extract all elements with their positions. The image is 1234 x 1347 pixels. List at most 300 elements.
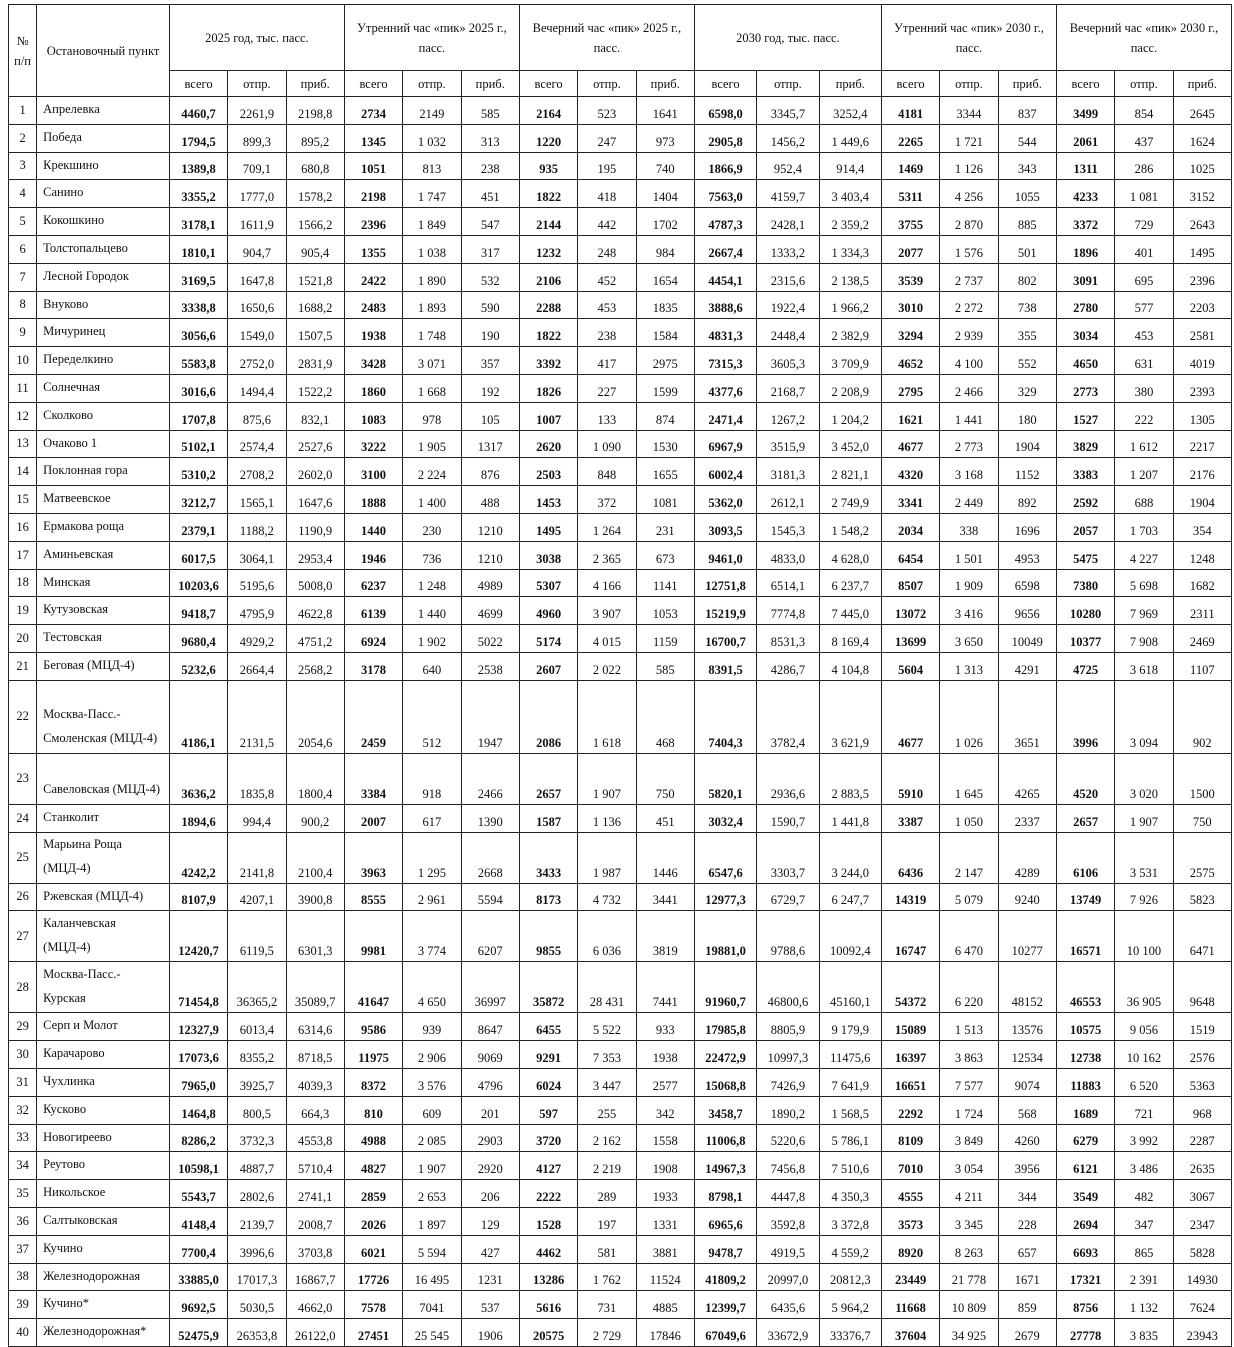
value-cell: 317 — [461, 235, 519, 263]
value-cell: 227 — [578, 374, 636, 402]
value-cell: 1565,1 — [228, 486, 286, 514]
value-cell: 7 926 — [1115, 883, 1173, 911]
value-cell: 1671 — [998, 1263, 1056, 1291]
value-cell: 10 100 — [1115, 911, 1173, 962]
value-cell: 939 — [403, 1013, 461, 1041]
value-cell: 3549 — [1056, 1180, 1114, 1208]
value-cell: 11975 — [344, 1041, 402, 1069]
value-cell: 6237 — [344, 569, 402, 597]
value-cell: 4 650 — [403, 962, 461, 1013]
subheader-dep: отпр. — [578, 71, 636, 97]
value-cell: 1345 — [344, 124, 402, 152]
value-cell: 3 992 — [1115, 1124, 1173, 1152]
subheader-total: всего — [881, 71, 939, 97]
value-cell: 15219,9 — [694, 597, 756, 625]
value-cell: 3 372,8 — [819, 1207, 881, 1235]
value-cell: 6106 — [1056, 832, 1114, 883]
value-cell: 875,6 — [228, 402, 286, 430]
value-cell: 1702 — [636, 208, 694, 236]
value-cell: 547 — [461, 208, 519, 236]
value-cell: 1682 — [1173, 569, 1231, 597]
value-cell: 3 020 — [1115, 753, 1173, 804]
value-cell: 11524 — [636, 1263, 694, 1291]
value-cell: 1835 — [636, 291, 694, 319]
value-cell: 2 883,5 — [819, 753, 881, 804]
stop-name: Новогиреево — [37, 1124, 170, 1152]
value-cell: 10049 — [998, 625, 1056, 653]
value-cell: 4650 — [1056, 347, 1114, 375]
value-cell: 3782,4 — [757, 680, 819, 753]
row-number: 4 — [9, 180, 37, 208]
value-cell: 3 531 — [1115, 832, 1173, 883]
value-cell: 3956 — [998, 1152, 1056, 1180]
value-cell: 994,4 — [228, 804, 286, 832]
subheader-arr: приб. — [286, 71, 344, 97]
value-cell: 41809,2 — [694, 1263, 756, 1291]
value-cell: 16397 — [881, 1041, 939, 1069]
value-cell: 6 036 — [578, 911, 636, 962]
value-cell: 1696 — [998, 513, 1056, 541]
value-cell: 1083 — [344, 402, 402, 430]
value-cell: 16571 — [1056, 911, 1114, 962]
value-cell: 1210 — [461, 513, 519, 541]
value-cell: 740 — [636, 152, 694, 180]
value-cell: 195 — [578, 152, 636, 180]
row-number: 20 — [9, 625, 37, 653]
value-cell: 313 — [461, 124, 519, 152]
value-cell: 201 — [461, 1096, 519, 1124]
value-cell: 3925,7 — [228, 1068, 286, 1096]
value-cell: 228 — [998, 1207, 1056, 1235]
value-cell: 3881 — [636, 1235, 694, 1263]
value-cell: 1081 — [636, 486, 694, 514]
value-cell: 248 — [578, 235, 636, 263]
value-cell: 657 — [998, 1235, 1056, 1263]
value-cell: 488 — [461, 486, 519, 514]
value-cell: 3829 — [1056, 430, 1114, 458]
value-cell: 1 907 — [1115, 804, 1173, 832]
value-cell: 1647,8 — [228, 263, 286, 291]
value-cell: 12751,8 — [694, 569, 756, 597]
value-cell: 16651 — [881, 1068, 939, 1096]
value-cell: 3 447 — [578, 1068, 636, 1096]
stop-name: Москва-Пасс.- Курская — [37, 962, 170, 1013]
value-cell: 1469 — [881, 152, 939, 180]
value-cell: 1 264 — [578, 513, 636, 541]
value-cell: 3441 — [636, 883, 694, 911]
value-cell: 4520 — [1056, 753, 1114, 804]
row-number: 31 — [9, 1068, 37, 1096]
table-row — [9, 97, 1232, 125]
subheader-dep: отпр. — [757, 71, 819, 97]
table-row — [9, 458, 1232, 486]
value-cell: 4159,7 — [757, 180, 819, 208]
value-cell: 2953,4 — [286, 541, 344, 569]
row-number: 37 — [9, 1235, 37, 1263]
stop-name: Мичуринец — [37, 319, 170, 347]
value-cell: 2 939 — [940, 319, 998, 347]
value-cell: 1587 — [519, 804, 577, 832]
value-cell: 2459 — [344, 680, 402, 753]
value-cell: 9478,7 — [694, 1235, 756, 1263]
value-cell: 3 094 — [1115, 680, 1173, 753]
value-cell: 1647,6 — [286, 486, 344, 514]
value-cell: 21 778 — [940, 1263, 998, 1291]
value-cell: 892 — [998, 486, 1056, 514]
value-cell: 3 774 — [403, 911, 461, 962]
value-cell: 3 621,9 — [819, 680, 881, 753]
header-group: Утренний час «пик» 2025 г., пасс. — [344, 5, 519, 71]
value-cell: 33672,9 — [757, 1319, 819, 1347]
value-cell: 5 786,1 — [819, 1124, 881, 1152]
value-cell: 568 — [998, 1096, 1056, 1124]
value-cell: 12534 — [998, 1041, 1056, 1069]
value-cell: 4260 — [998, 1124, 1056, 1152]
table-row — [9, 1124, 1232, 1152]
value-cell: 2131,5 — [228, 680, 286, 753]
value-cell: 4 166 — [578, 569, 636, 597]
value-cell: 4 211 — [940, 1180, 998, 1208]
value-cell: 3 907 — [578, 597, 636, 625]
value-cell: 2643 — [1173, 208, 1231, 236]
value-cell: 7456,8 — [757, 1152, 819, 1180]
value-cell: 342 — [636, 1096, 694, 1124]
value-cell: 7 577 — [940, 1068, 998, 1096]
value-cell: 2 085 — [403, 1124, 461, 1152]
value-cell: 640 — [403, 652, 461, 680]
value-cell: 133 — [578, 402, 636, 430]
value-cell: 11668 — [881, 1291, 939, 1319]
value-cell: 2396 — [344, 208, 402, 236]
value-cell: 7041 — [403, 1291, 461, 1319]
subheader-total: всего — [169, 71, 227, 97]
value-cell: 3 618 — [1115, 652, 1173, 680]
stop-name: Железнодорожная* — [37, 1319, 170, 1347]
value-cell: 1655 — [636, 458, 694, 486]
value-cell: 3252,4 — [819, 97, 881, 125]
value-cell: 451 — [461, 180, 519, 208]
value-cell: 289 — [578, 1180, 636, 1208]
value-cell: 6924 — [344, 625, 402, 653]
value-cell: 1220 — [519, 124, 577, 152]
subheader-arr: приб. — [461, 71, 519, 97]
value-cell: 7426,9 — [757, 1068, 819, 1096]
value-cell: 2 906 — [403, 1041, 461, 1069]
value-cell: 3344 — [940, 97, 998, 125]
value-cell: 2466 — [461, 753, 519, 804]
value-cell: 45160,1 — [819, 962, 881, 1013]
value-cell: 8756 — [1056, 1291, 1114, 1319]
value-cell: 54372 — [881, 962, 939, 1013]
value-cell: 501 — [998, 235, 1056, 263]
value-cell: 6021 — [344, 1235, 402, 1263]
value-cell: 12327,9 — [169, 1013, 227, 1041]
table-row — [9, 1235, 1232, 1263]
value-cell: 7578 — [344, 1291, 402, 1319]
value-cell: 3034 — [1056, 319, 1114, 347]
value-cell: 1 313 — [940, 652, 998, 680]
subheader-arr: приб. — [819, 71, 881, 97]
value-cell: 1 747 — [403, 180, 461, 208]
value-cell: 3963 — [344, 832, 402, 883]
value-cell: 2503 — [519, 458, 577, 486]
value-cell: 6 220 — [940, 962, 998, 1013]
value-cell: 3372 — [1056, 208, 1114, 236]
value-cell: 6435,6 — [757, 1291, 819, 1319]
value-cell: 417 — [578, 347, 636, 375]
value-cell: 984 — [636, 235, 694, 263]
table-row — [9, 208, 1232, 236]
subheader-total: всего — [1056, 71, 1114, 97]
value-cell: 4795,9 — [228, 597, 286, 625]
value-cell: 7441 — [636, 962, 694, 1013]
value-cell: 3016,6 — [169, 374, 227, 402]
value-cell: 5232,6 — [169, 652, 227, 680]
header-group: Вечерний час «пик» 2025 г., пасс. — [519, 5, 694, 71]
value-cell: 2 359,2 — [819, 208, 881, 236]
value-cell: 1 907 — [578, 753, 636, 804]
value-cell: 978 — [403, 402, 461, 430]
table-row — [9, 597, 1232, 625]
value-cell: 1331 — [636, 1207, 694, 1235]
value-cell: 1232 — [519, 235, 577, 263]
value-cell: 192 — [461, 374, 519, 402]
value-cell: 3338,8 — [169, 291, 227, 319]
value-cell: 2795 — [881, 374, 939, 402]
value-cell: 7 908 — [1115, 625, 1173, 653]
value-cell: 1494,4 — [228, 374, 286, 402]
value-cell: 7 353 — [578, 1041, 636, 1069]
value-cell: 2469 — [1173, 625, 1231, 653]
value-cell: 9788,6 — [757, 911, 819, 962]
table-row — [9, 1180, 1232, 1208]
row-number: 2 — [9, 124, 37, 152]
value-cell: 5030,5 — [228, 1291, 286, 1319]
value-cell: 238 — [461, 152, 519, 180]
value-cell: 2620 — [519, 430, 577, 458]
value-cell: 6967,9 — [694, 430, 756, 458]
value-cell: 6017,5 — [169, 541, 227, 569]
value-cell: 7 445,0 — [819, 597, 881, 625]
value-cell: 900,2 — [286, 804, 344, 832]
value-cell: 3 849 — [940, 1124, 998, 1152]
value-cell: 1545,3 — [757, 513, 819, 541]
value-cell: 8355,2 — [228, 1041, 286, 1069]
value-cell: 8920 — [881, 1235, 939, 1263]
table-row — [9, 402, 1232, 430]
value-cell: 1549,0 — [228, 319, 286, 347]
value-cell: 4242,2 — [169, 832, 227, 883]
value-cell: 876 — [461, 458, 519, 486]
value-cell: 1500 — [1173, 753, 1231, 804]
table-row — [9, 541, 1232, 569]
value-cell: 4 628,0 — [819, 541, 881, 569]
value-cell: 5710,4 — [286, 1152, 344, 1180]
table-row — [9, 1263, 1232, 1291]
stop-name: Беговая (МЦД-4) — [37, 652, 170, 680]
value-cell: 1 136 — [578, 804, 636, 832]
value-cell: 7965,0 — [169, 1068, 227, 1096]
value-cell: 206 — [461, 1180, 519, 1208]
value-cell: 1922,4 — [757, 291, 819, 319]
value-cell: 2261,9 — [228, 97, 286, 125]
value-cell: 2527,6 — [286, 430, 344, 458]
value-cell: 2602,0 — [286, 458, 344, 486]
value-cell: 2802,6 — [228, 1180, 286, 1208]
value-cell: 3093,5 — [694, 513, 756, 541]
value-cell: 3703,8 — [286, 1235, 344, 1263]
value-cell: 231 — [636, 513, 694, 541]
value-cell: 1 032 — [403, 124, 461, 152]
value-cell: 2008,7 — [286, 1207, 344, 1235]
value-cell: 3996 — [1056, 680, 1114, 753]
value-cell: 468 — [636, 680, 694, 753]
value-cell: 10092,4 — [819, 911, 881, 962]
value-cell: 4989 — [461, 569, 519, 597]
value-cell: 7 969 — [1115, 597, 1173, 625]
value-cell: 4 104,8 — [819, 652, 881, 680]
value-cell: 4677 — [881, 680, 939, 753]
row-number: 15 — [9, 486, 37, 514]
value-cell: 1590,7 — [757, 804, 819, 832]
value-cell: 899,3 — [228, 124, 286, 152]
value-cell: 16747 — [881, 911, 939, 962]
value-cell: 5362,0 — [694, 486, 756, 514]
value-cell: 680,8 — [286, 152, 344, 180]
value-cell: 609 — [403, 1096, 461, 1124]
value-cell: 800,5 — [228, 1096, 286, 1124]
value-cell: 7700,4 — [169, 1235, 227, 1263]
value-cell: 14930 — [1173, 1263, 1231, 1291]
value-cell: 4186,1 — [169, 680, 227, 753]
value-cell: 15089 — [881, 1013, 939, 1041]
table-row — [9, 753, 1232, 804]
subheader-arr: приб. — [998, 71, 1056, 97]
value-cell: 453 — [578, 291, 636, 319]
value-cell: 537 — [461, 1291, 519, 1319]
value-cell: 6455 — [519, 1013, 577, 1041]
row-number: 34 — [9, 1152, 37, 1180]
value-cell: 4233 — [1056, 180, 1114, 208]
value-cell: 1527 — [1056, 402, 1114, 430]
value-cell: 7380 — [1056, 569, 1114, 597]
value-cell: 33376,7 — [819, 1319, 881, 1347]
value-cell: 6 520 — [1115, 1068, 1173, 1096]
value-cell: 2217 — [1173, 430, 1231, 458]
value-cell: 3303,7 — [757, 832, 819, 883]
subheader-arr: приб. — [1173, 71, 1231, 97]
value-cell: 4462 — [519, 1235, 577, 1263]
value-cell: 2576 — [1173, 1041, 1231, 1069]
subheader-total: всего — [519, 71, 577, 97]
value-cell: 344 — [998, 1180, 1056, 1208]
value-cell: 3651 — [998, 680, 1056, 753]
value-cell: 6693 — [1056, 1235, 1114, 1263]
value-cell: 552 — [998, 347, 1056, 375]
value-cell: 6024 — [519, 1068, 577, 1096]
value-cell: 2034 — [881, 513, 939, 541]
table-row — [9, 235, 1232, 263]
value-cell: 11006,8 — [694, 1124, 756, 1152]
stop-name: Сколково — [37, 402, 170, 430]
value-cell: 4286,7 — [757, 652, 819, 680]
value-cell: 16867,7 — [286, 1263, 344, 1291]
value-cell: 7774,8 — [757, 597, 819, 625]
value-cell: 355 — [998, 319, 1056, 347]
value-cell: 3755 — [881, 208, 939, 236]
value-cell: 837 — [998, 97, 1056, 125]
table-row — [9, 832, 1232, 883]
value-cell: 3 709,9 — [819, 347, 881, 375]
row-number: 18 — [9, 569, 37, 597]
value-cell: 5 594 — [403, 1235, 461, 1263]
value-cell: 4787,3 — [694, 208, 756, 236]
value-cell: 17985,8 — [694, 1013, 756, 1041]
value-cell: 2448,4 — [757, 319, 819, 347]
value-cell: 222 — [1115, 402, 1173, 430]
stop-name: Станколит — [37, 804, 170, 832]
value-cell: 590 — [461, 291, 519, 319]
row-number: 40 — [9, 1319, 37, 1347]
value-cell: 1 568,5 — [819, 1096, 881, 1124]
value-cell: 5 522 — [578, 1013, 636, 1041]
stop-name: Санино — [37, 180, 170, 208]
value-cell: 1311 — [1056, 152, 1114, 180]
value-cell: 9855 — [519, 911, 577, 962]
value-cell: 2741,1 — [286, 1180, 344, 1208]
value-cell: 2086 — [519, 680, 577, 753]
value-cell: 4833,0 — [757, 541, 819, 569]
value-cell: 2780 — [1056, 291, 1114, 319]
stop-name: Каланчевская (МЦД-4) — [37, 911, 170, 962]
header-num: № п/п — [9, 5, 37, 97]
value-cell: 1 645 — [940, 753, 998, 804]
value-cell: 372 — [578, 486, 636, 514]
value-cell: 4289 — [998, 832, 1056, 883]
value-cell: 22472,9 — [694, 1041, 756, 1069]
value-cell: 4127 — [519, 1152, 577, 1180]
table-row — [9, 152, 1232, 180]
value-cell: 4 015 — [578, 625, 636, 653]
value-cell: 1 893 — [403, 291, 461, 319]
value-cell: 3 071 — [403, 347, 461, 375]
value-cell: 4460,7 — [169, 97, 227, 125]
value-cell: 731 — [578, 1291, 636, 1319]
row-number: 30 — [9, 1041, 37, 1069]
value-cell: 4555 — [881, 1180, 939, 1208]
value-cell: 1231 — [461, 1263, 519, 1291]
table-row — [9, 1096, 1232, 1124]
value-cell: 1 576 — [940, 235, 998, 263]
value-cell: 36997 — [461, 962, 519, 1013]
value-cell: 4377,6 — [694, 374, 756, 402]
row-number: 7 — [9, 263, 37, 291]
value-cell: 41647 — [344, 962, 402, 1013]
value-cell: 2396 — [1173, 263, 1231, 291]
value-cell: 1 703 — [1115, 513, 1173, 541]
value-cell: 1890,2 — [757, 1096, 819, 1124]
value-cell: 46553 — [1056, 962, 1114, 1013]
value-cell: 5 079 — [940, 883, 998, 911]
table-row — [9, 263, 1232, 291]
value-cell: 2077 — [881, 235, 939, 263]
table-row — [9, 347, 1232, 375]
value-cell: 664,3 — [286, 1096, 344, 1124]
value-cell: 6436 — [881, 832, 939, 883]
value-cell: 8391,5 — [694, 652, 756, 680]
value-cell: 1152 — [998, 458, 1056, 486]
value-cell: 1933 — [636, 1180, 694, 1208]
